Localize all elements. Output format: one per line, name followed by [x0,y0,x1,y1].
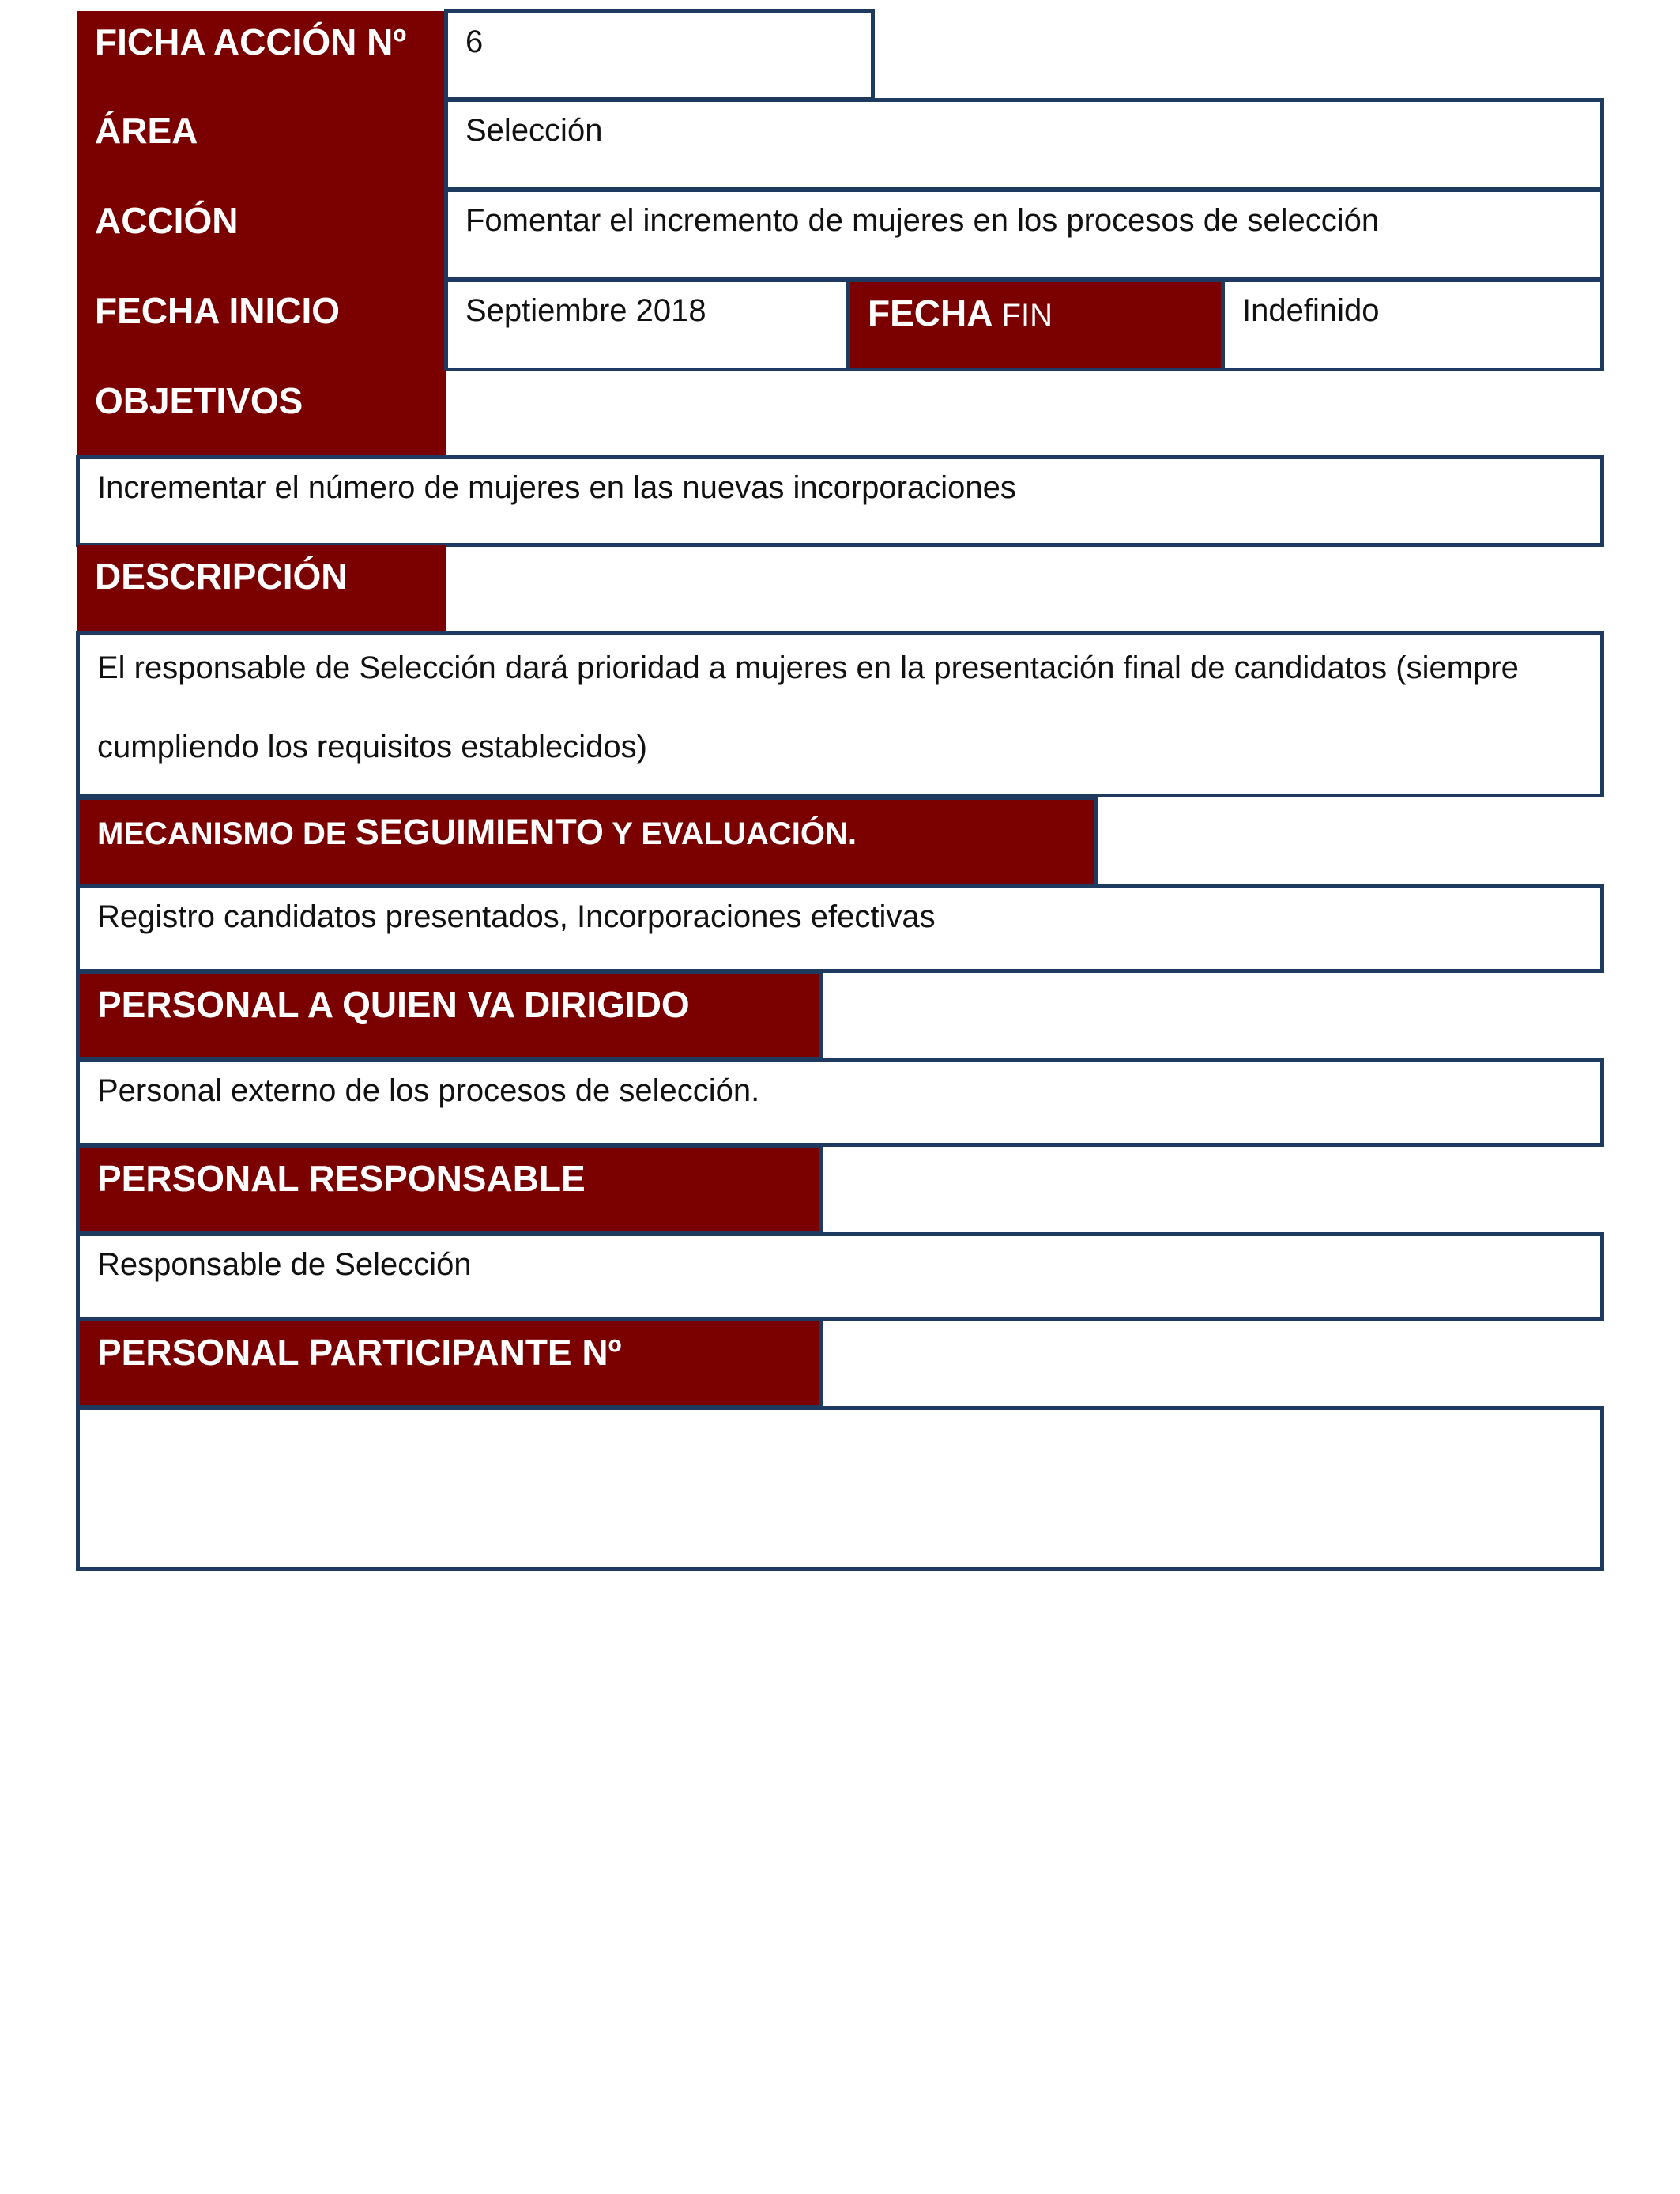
descripcion-label: DESCRIPCIÓN [95,556,348,597]
mecanismo-label-part3: Y EVALUACIÓN. [603,816,857,851]
fecha-inicio-value: Septiembre 2018 [465,293,706,328]
accion-value: Fomentar el incremento de mujeres en los procesos de selección [465,203,1380,238]
mecanismo-value: Registro candidatos presentados, Incorporaciones efectivas [97,899,936,934]
ficha-numero-label: FICHA ACCIÓN Nº [95,21,407,62]
participante-value-cell [76,1406,1604,1571]
dirigido-label: PERSONAL A QUIEN VA DIRIGIDO [97,984,690,1025]
dirigido-value-cell [76,1058,1604,1147]
area-label-cell [77,100,446,190]
fecha-inicio-label: FECHA INICIO [95,290,341,331]
dirigido-value: Personal externo de los procesos de selección. [97,1073,760,1108]
objetivos-label: OBJETIVOS [95,380,303,421]
responsable-label-cell [76,1144,823,1235]
objetivos-value-cell [76,455,1604,547]
accion-label-cell [77,190,446,280]
responsable-value: Responsable de Selección [97,1247,472,1282]
dirigido-label-cell [76,970,823,1061]
mecanismo-label-cell [76,796,1098,888]
accion-label: ACCIÓN [95,200,239,241]
responsable-value-cell [76,1232,1604,1321]
ficha-numero-value: 6 [465,25,484,59]
ficha-numero-label-cell [77,11,446,100]
area-value-cell [444,98,1604,191]
fecha-inicio-label-cell [77,280,446,370]
descripcion-value: El responsable de Selección dará prioridad a mujeres en la presentación final de candidatos (siempre cumpliendo los requisitos establecidos) [97,650,1519,764]
participante-label: PERSONAL PARTICIPANTE Nº [97,1332,622,1373]
fecha-fin-label [868,292,1053,335]
fecha-fin-value: Indefinido [1242,293,1380,328]
area-value: Selección [465,113,603,148]
ficha-numero-value-cell [444,9,875,101]
descripcion-value-cell [76,631,1604,797]
fecha-fin-label-cell [846,278,1225,371]
mecanismo-label-part1: MECANISMO DE [97,816,356,851]
fecha-inicio-value-cell [444,278,850,371]
fecha-fin-label-small: FIN [1001,298,1053,333]
participante-label-cell [76,1318,823,1409]
accion-value-cell [444,188,1604,281]
responsable-label: PERSONAL RESPONSABLE [97,1158,586,1199]
area-label: ÁREA [95,110,198,151]
mecanismo-label [97,811,857,854]
objetivos-value: Incrementar el número de mujeres en las nuevas incorporaciones [97,470,1016,505]
objetivos-label-cell [77,370,446,458]
fecha-fin-label-bold: FECHA [868,292,992,334]
fecha-fin-value-cell [1221,278,1604,371]
mecanismo-value-cell [76,884,1604,973]
descripcion-label-cell [77,545,446,634]
mecanismo-label-part2: SEGUIMIENTO [355,812,604,852]
